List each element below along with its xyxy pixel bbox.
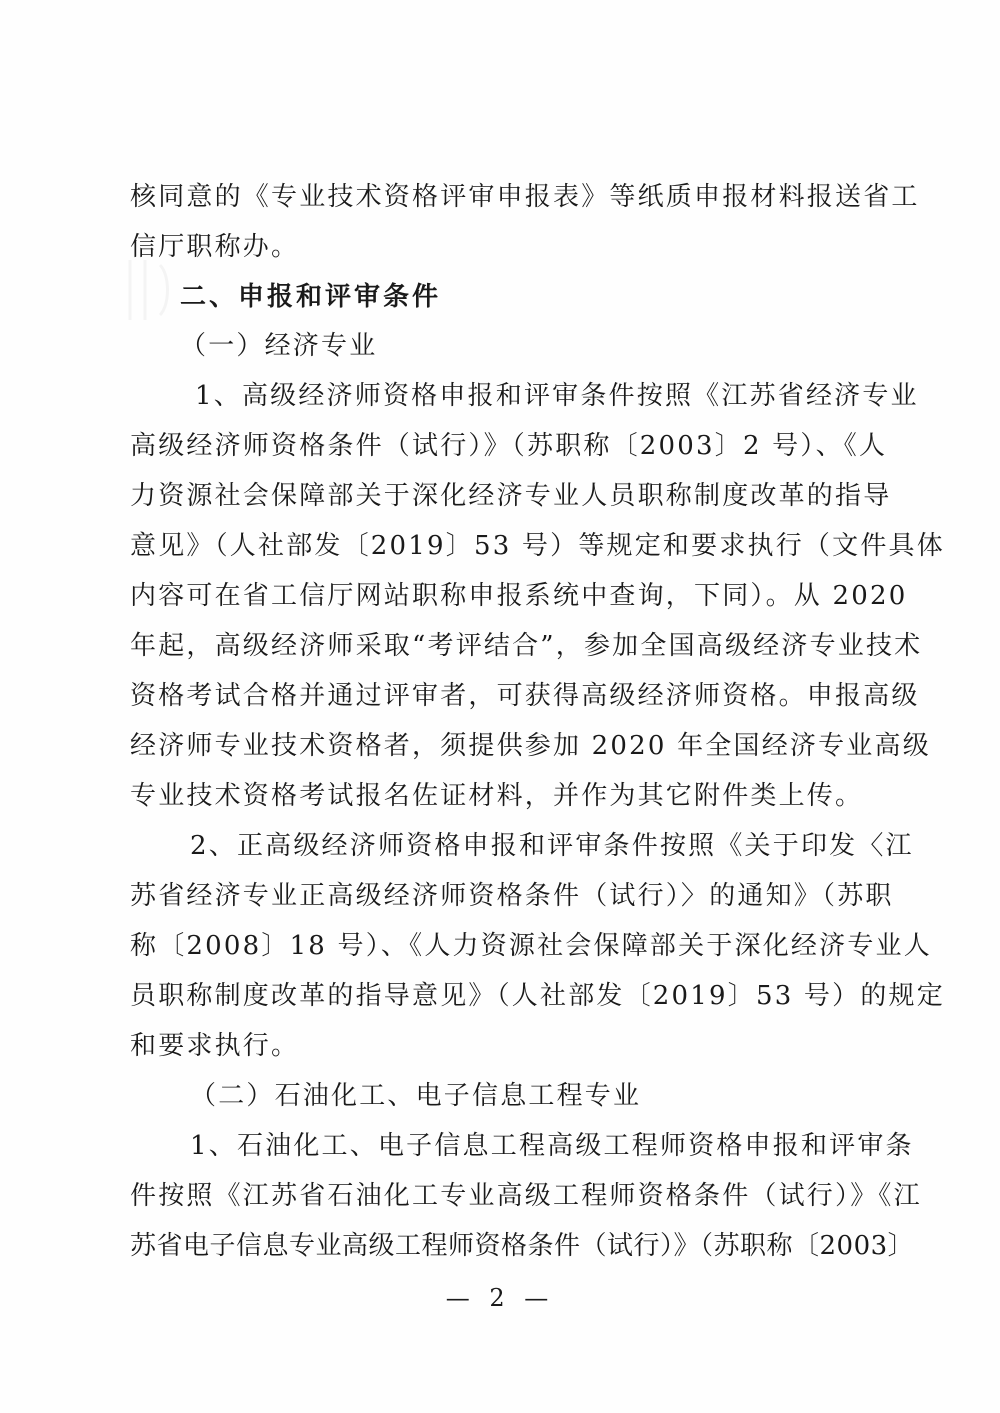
paragraph-line: 意见》（人社部发〔2019〕53 号）等规定和要求执行（文件具体 [130,531,945,561]
subsection-heading: （一）经济专业 [180,331,378,361]
subsection-heading: （二）石油化工、电子信息工程专业 [190,1081,642,1111]
paragraph-line: 信厅职称办。 [130,232,300,262]
paragraph-line: 和要求执行。 [130,1031,300,1061]
paragraph-line: 资格考试合格并通过评审者，可获得高级经济师资格。申报高级 [130,681,920,711]
paragraph-line: 经济师专业技术资格者，须提供参加 2020 年全国经济专业高级 [130,731,931,761]
paragraph-line: 称〔2008〕18 号）、《人力资源社会保障部关于深化经济专业人 [130,931,932,961]
paragraph-line: 1、高级经济师资格申报和评审条件按照《江苏省经济专业 [195,381,919,411]
paragraph-line: 专业技术资格考试报名佐证材料，并作为其它附件类上传。 [130,781,864,811]
faint-stamp-mark [120,255,180,325]
paragraph-line: 内容可在省工信厅网站职称申报系统中查询，下同）。从 2020 [130,581,908,611]
paragraph-line: 2、正高级经济师资格申报和评审条件按照《关于印发〈江 [190,831,914,861]
paragraph-line: 核同意的《专业技术资格评审申报表》等纸质申报材料报送省工 [130,182,920,212]
paragraph-line: 件按照《江苏省石油化工专业高级工程师资格条件（试行）》《江 [130,1181,922,1211]
paragraph-line: 力资源社会保障部关于深化经济专业人员职称制度改革的指导 [130,481,892,511]
paragraph-line: 年起，高级经济师采取“考评结合”，参加全国高级经济专业技术 [130,631,923,661]
paragraph-line: 高级经济师资格条件（试行）》（苏职称〔2003〕2 号）、《人 [130,431,888,461]
paragraph-line: 苏省经济专业正高级经济师资格条件（试行）〉的通知》（苏职 [130,881,894,911]
paragraph-line: 1、石油化工、电子信息工程高级工程师资格申报和评审条 [190,1131,914,1161]
paragraph-line: 苏省电子信息专业高级工程师资格条件（试行）》（苏职称〔2003〕 [130,1231,915,1261]
section-heading: 二、申报和评审条件 [180,282,442,312]
page-number: — 2 — [445,1284,555,1312]
paragraph-line: 员职称制度改革的指导意见》（人社部发〔2019〕53 号）的规定 [130,981,945,1011]
